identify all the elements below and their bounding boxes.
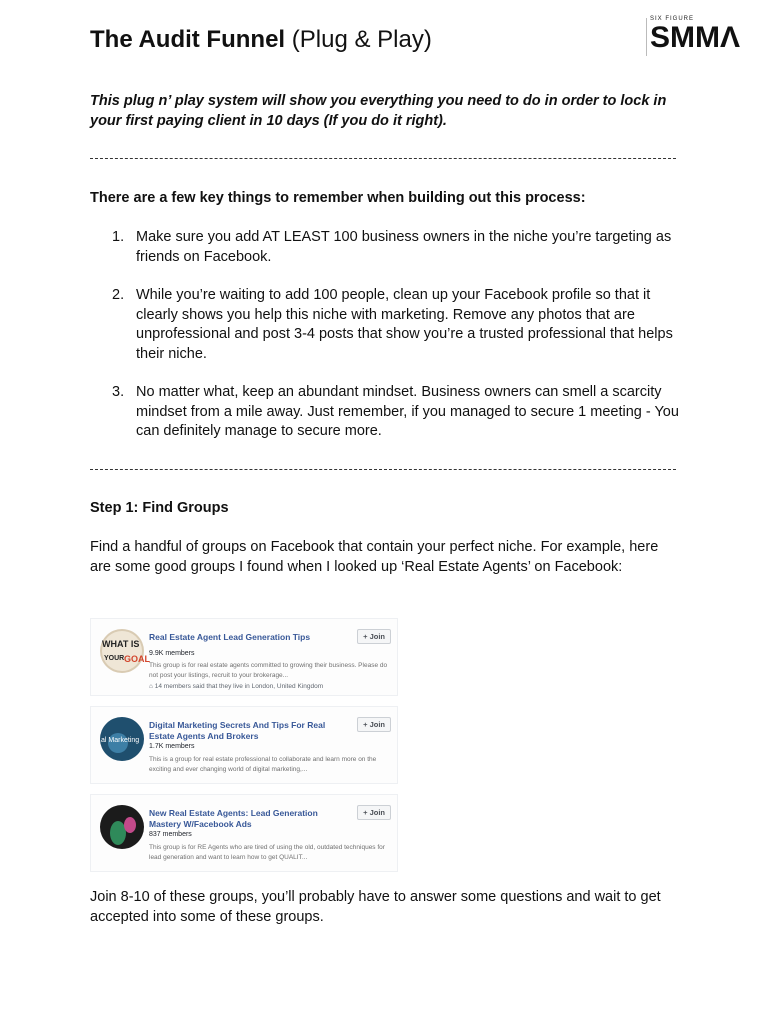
group-member-count: 9.9K members (149, 650, 195, 657)
dashed-divider (90, 469, 676, 470)
list-item (112, 383, 682, 442)
title-subtitle: (Plug & Play) (291, 26, 432, 53)
house-icon: ⌂ (149, 683, 153, 690)
group-name-link[interactable]: Real Estate Agent Lead Generation Tips (149, 632, 311, 642)
logo-small-text: SIX FIGURE (650, 16, 695, 22)
list-number: 2. (112, 287, 125, 303)
group-name-link[interactable]: Digital Marketing Secrets And Tips For Real Estate Agents And Brokers (149, 720, 326, 741)
list-item-text: While you’re waiting to add 100 people, clean up your Facebook profile so that it clearly shows you help this niche with marketing. Remove any photos that are unprofessional and post 3-4 posts that show you’re a trusted professional that helps their niche. (136, 287, 673, 362)
group-avatar-image (100, 805, 144, 849)
group-avatar-image (100, 717, 144, 761)
group-member-count: 1.7K members (149, 743, 195, 750)
group-card (90, 794, 398, 872)
list-item (112, 228, 682, 267)
group-avatar-image (100, 629, 150, 673)
key-points-heading: There are a few key things to remember when building out this process: (90, 190, 586, 206)
list-item-text: Make sure you add AT LEAST 100 business owners in the niche you’re targeting as friends on Facebook. (136, 229, 672, 265)
group-description: This group is for RE Agents who are tired of using the old, outdated techniques for lead generation and want to learn how to get QUALIT... (149, 844, 385, 861)
title-bold: The Audit Funnel (90, 26, 286, 53)
logo-divider (646, 18, 647, 56)
group-location (149, 683, 323, 690)
group-member-count: 837 members (149, 831, 192, 838)
join-group-button[interactable]: + Join (357, 629, 391, 644)
facebook-groups-screenshot (90, 618, 400, 882)
six-figure-smma-logo (646, 16, 762, 58)
join-group-button[interactable]: + Join (357, 717, 391, 732)
step1-heading: Step 1: Find Groups (90, 500, 229, 516)
intro-paragraph: This plug n’ play system will show you everything you need to do in order to lock in your first paying client in 10 days (If you do it right). (90, 93, 667, 129)
list-item (112, 286, 682, 364)
group-card (90, 706, 398, 784)
group-card (90, 618, 398, 696)
step1-closing: Join 8-10 of these groups, you’ll probably have to answer some questions and wait to get accepted into some of these groups. (90, 889, 661, 925)
group-name-link[interactable]: New Real Estate Agents: Lead Generation Mastery W/Facebook Ads (149, 808, 318, 829)
svg-text:YOUR: YOUR (104, 655, 125, 662)
list-number: 3. (112, 384, 125, 400)
group-description: This is a group for real estate professional to collaborate and learn more on the exciting and ever changing world of digital marketing,... (149, 756, 377, 773)
key-points-list (112, 228, 682, 461)
list-item-text: No matter what, keep an abundant mindset. Business owners can smell a scarcity mindset from a mile away. Just remember, if you managed to secure 1 meeting - You can definitely manage to secure more. (136, 384, 679, 439)
group-description: This group is for real estate agents committed to growing their business. Please do not post your listings, recruit to your brokerage... (149, 662, 388, 679)
svg-text:al Marketing: al Marketing (101, 737, 140, 744)
list-number: 1. (112, 229, 125, 245)
svg-text:GOAL: GOAL (124, 654, 150, 664)
group-avatar (100, 629, 150, 673)
group-avatar (100, 717, 144, 761)
svg-text:WHAT IS: WHAT IS (102, 639, 140, 649)
page-title (90, 24, 432, 56)
step1-description: Find a handful of groups on Facebook that contain your perfect niche. For example, here are some good groups I found when I looked up ‘Real Estate Agents’ on Facebook: (90, 539, 659, 575)
join-group-button[interactable]: + Join (357, 805, 391, 820)
dashed-divider (90, 158, 676, 159)
group-avatar (100, 805, 144, 849)
logo-big-text: SMMΛ (650, 21, 740, 54)
group-location-text: 14 members said that they live in London, United Kingdom (154, 683, 324, 690)
